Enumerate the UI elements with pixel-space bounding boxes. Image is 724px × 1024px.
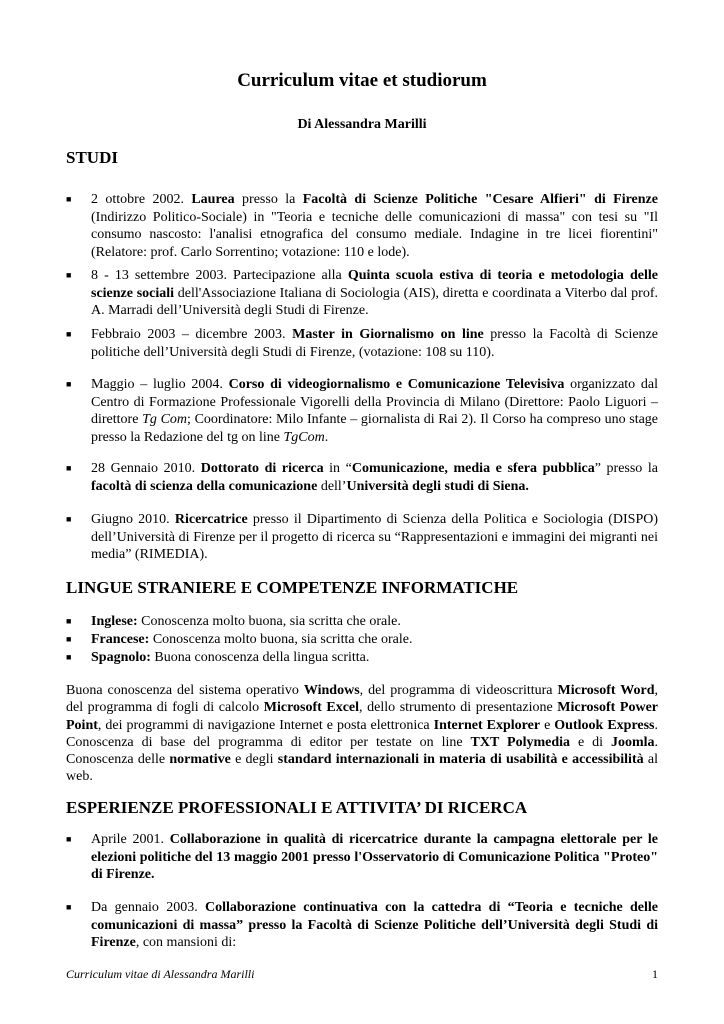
- studi-item: [66, 460, 658, 495]
- bullet-icon: ■: [66, 902, 72, 912]
- document-title: Curriculum vitae et studiorum: [237, 70, 487, 91]
- text-run: Aprile 2001.: [91, 832, 170, 847]
- language-item: [66, 649, 658, 667]
- bold-run: Inglese:: [91, 614, 138, 629]
- bold-run: Ricercatrice: [174, 512, 248, 527]
- text-run: , del programma di videoscrittura: [359, 683, 558, 698]
- bold-run: facoltà di scienza della comunicazione: [91, 478, 318, 494]
- bold-run: standard internazionali in materia di usabilità e accessibilità: [277, 752, 644, 768]
- bullet-icon: ■: [66, 379, 72, 389]
- bullet-icon: ■: [66, 514, 72, 524]
- footer-text: Curriculum vitae di Alessandra Marilli: [66, 967, 255, 981]
- text-run: Conoscenza molto buona, sia scritta che orale.: [149, 632, 413, 647]
- text-run: Buona conoscenza della lingua scritta.: [150, 650, 370, 665]
- text-run: e di: [570, 734, 611, 750]
- text-run: ” presso la: [594, 461, 659, 476]
- page-number: 1: [652, 967, 658, 981]
- bullet-icon: ■: [66, 834, 72, 844]
- bold-run: normative: [169, 752, 231, 768]
- text-run: e: [540, 717, 555, 733]
- section-heading-esperienze: ESPERIENZE PROFESSIONALI E ATTIVITA’ DI RICERCA: [66, 798, 528, 817]
- bold-run: Collaborazione in qualità di ricercatrice durante la campagna elettorale per le elezioni politiche del 13 maggio 2001 presso l'Osservatorio di Comunicazione Politica "Proteo" di Firenze.: [91, 832, 658, 882]
- text-run: , dello strumento di presentazione: [359, 700, 558, 716]
- bold-run: Microsoft Excel: [263, 700, 360, 716]
- text-run: Febbraio 2003 – dicembre 2003.: [91, 327, 293, 342]
- text-run: dell'Associazione Italiana di Sociologia (AIS), diretta e coordinata a Viterbo dal prof. A. Marradi dell’Università degli Studi di Firenze.: [91, 285, 658, 318]
- page-footer: [66, 967, 658, 982]
- section-heading-lingue: LINGUE STRANIERE E COMPETENZE INFORMATICHE: [66, 578, 519, 597]
- bullet-icon: ■: [66, 194, 72, 204]
- bold-run: Collaborazione continuativa con la cattedra di “Teoria e tecniche delle comunicazioni di massa” presso la Facoltà di Scienze Politiche dell’Università degli Studi di Firenze: [91, 900, 658, 950]
- bold-run: Outlook Express: [554, 717, 655, 733]
- bullet-icon: ■: [66, 270, 72, 280]
- it-skills-paragraph: [66, 682, 658, 786]
- bold-run: Università degli studi di Siena.: [346, 478, 529, 494]
- text-run: ; Coordinatore: Milo Infante – giornalista di Rai 2). Il Corso ha compreso uno stage presso la Redazione del tg on line: [91, 412, 659, 445]
- bold-run: Dottorato di ricerca: [200, 461, 324, 476]
- bold-run: Internet Explorer: [433, 717, 541, 733]
- experience-item: [66, 899, 658, 952]
- text-run: Buona conoscenza del sistema operativo: [66, 683, 304, 698]
- italic-run: Tg Com: [142, 412, 188, 427]
- bullet-icon: ■: [66, 634, 72, 644]
- bold-run: Corso di videogiornalismo e Comunicazione Televisiva: [228, 377, 565, 392]
- text-run: Da gennaio 2003.: [91, 900, 205, 915]
- studi-item: [66, 326, 658, 361]
- text-run: 8 - 13 settembre 2003. Partecipazione alla: [91, 268, 348, 283]
- bold-run: Master in Giornalismo on line: [292, 327, 484, 342]
- studi-item: [66, 191, 658, 261]
- bullet-icon: ■: [66, 463, 72, 473]
- bold-run: Francese:: [91, 632, 150, 647]
- text-run: e degli: [230, 752, 278, 768]
- text-run: Maggio – luglio 2004.: [91, 377, 229, 392]
- text-run: , con mansioni di:: [135, 935, 237, 950]
- language-item: [66, 631, 658, 649]
- text-run: , del programma di fogli di calcolo: [66, 683, 658, 716]
- bold-run: Comunicazione, media e sfera pubblica: [351, 461, 595, 476]
- bold-run: Microsoft Word: [557, 683, 655, 698]
- bullet-icon: ■: [66, 652, 72, 662]
- italic-run: TgCom: [283, 429, 325, 445]
- text-run: (Indirizzo Politico-Sociale) in "Teoria e tecniche delle comunicazioni di massa" con tesi su "Il consumo nascosto: l'analisi etnografica del consumo mediale. Indagine in tre licei fiorentini" (Relatore: prof. Carlo Sorrentino; votazione: 110 e lode).: [91, 209, 658, 260]
- text-run: 2 ottobre 2002.: [91, 192, 192, 207]
- studi-item: [66, 511, 658, 564]
- bold-run: Windows: [303, 683, 360, 698]
- text-run: organizzato dal Centro di Formazione Professionale Vigorelli della Provincia di Milano (Direttore: Paolo Liguori – direttore: [91, 377, 658, 427]
- section-heading-studi: STUDI: [66, 148, 118, 167]
- bold-run: Microsoft Power Point: [66, 700, 658, 733]
- bullet-icon: ■: [66, 329, 72, 339]
- text-run: al web.: [66, 752, 658, 785]
- bold-run: Facoltà di Scienze Politiche "Cesare Alfieri" di Firenze: [302, 192, 658, 207]
- experience-item: [66, 831, 658, 884]
- studi-item: [66, 267, 658, 320]
- text-run: .: [324, 429, 329, 445]
- bold-run: Quinta scuola estiva di teoria e metodologia delle scienze sociali: [91, 268, 658, 301]
- text-run: in “: [323, 461, 352, 476]
- bold-run: Laurea: [191, 192, 235, 207]
- text-run: presso il Dipartimento di Scienza della Politica e Sociologia (DISPO) dell’Università di Firenze per il progetto di ricerca su “Rappresentazioni e immagini dei migranti nei media” (RIMEDIA).: [91, 512, 658, 562]
- text-run: Giugno 2010.: [91, 512, 175, 527]
- text-run: . Conoscenza di base del programma di editor per testate on line: [66, 717, 659, 750]
- text-run: 28 Gennaio 2010.: [91, 461, 201, 476]
- text-run: Conoscenza molto buona, sia scritta che orale.: [137, 614, 401, 629]
- text-run: presso la Facoltà di Scienze politiche dell’Università degli Studi di Firenze, (votazione: 108 su 110).: [91, 327, 658, 360]
- text-run: presso la: [234, 192, 303, 207]
- language-item: [66, 613, 658, 631]
- studi-item: [66, 376, 658, 446]
- bold-run: Joomla: [610, 734, 655, 750]
- text-run: , dei programmi di navigazione Internet e posta elettronica: [97, 717, 434, 733]
- document-author: Di Alessandra Marilli: [297, 117, 427, 132]
- bullet-icon: ■: [66, 616, 72, 626]
- text-run: dell’: [317, 478, 347, 494]
- bold-run: Spagnolo:: [91, 650, 151, 665]
- text-run: . Conoscenza delle: [66, 734, 658, 768]
- bold-run: TXT Polymedia: [470, 734, 571, 750]
